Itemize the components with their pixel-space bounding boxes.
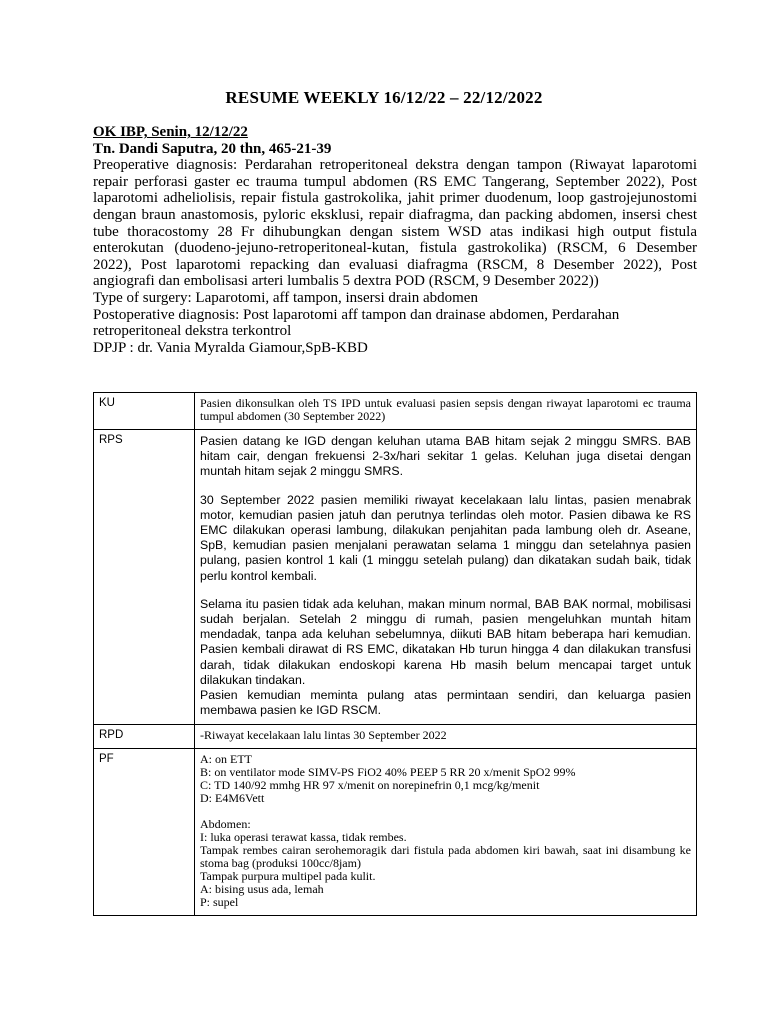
- rpd-content: [195, 725, 697, 749]
- ok-line: OK IBP, Senin, 12/12/22: [93, 124, 248, 140]
- ku-content: [195, 393, 697, 430]
- rps-paragraph: Pasien kemudian meminta pulang atas permintaan sendiri, dan keluarga pasien membawa pasien ke IGD RSCM.: [200, 688, 691, 718]
- table-row: [94, 725, 697, 749]
- patient-line: Tn. Dandi Saputra, 20 thn, 465-21-39: [93, 140, 332, 157]
- pf-breathing: B: on ventilator mode SIMV-PS FiO2 40% PEEP 5 RR 20 x/menit SpO2 99%: [200, 765, 576, 780]
- pf-palpation: P: supel: [200, 895, 239, 910]
- rpd-text: -Riwayat kecelakaan lalu lintas 30 September 2022: [200, 728, 447, 743]
- pf-purpura-note: Tampak purpura multipel pada kulit.: [200, 869, 376, 884]
- row-label-rps: RPS: [94, 430, 195, 725]
- pf-abdomen-heading: Abdomen:: [200, 817, 251, 832]
- case-header: [93, 124, 697, 356]
- row-label-pf: PF: [94, 749, 195, 916]
- pf-inspection: I: luka operasi terawat kassa, tidak rembes.: [200, 830, 407, 845]
- rps-content: [195, 430, 697, 725]
- document-title: RESUME WEEKLY 16/12/22 – 22/12/2022: [225, 88, 543, 107]
- table-row: [94, 430, 697, 725]
- pf-fistula-note: Tampak rembes cairan serohemoragik dari fistula pada abdomen kiri bawah, saat ini disambung ke stoma bag (produksi 100cc/8jam): [200, 843, 691, 871]
- rps-paragraph: Selama itu pasien tidak ada keluhan, makan minum normal, BAB BAK normal, mobilisasi sudah berjalan. Setelah 2 minggu di rumah, pasien mengeluhkan muntah hitam mendadak, tanpa ada keluhan sebelumnya, diikuti BAB hitam beberapa hari kemudian. Pasien kembali dirawat di RS EMC, dikatakan Hb turun hingga 4 dan dilakukan transfusi darah, tidak dilakukan endoskopi karena Hb masih belum mencapai target untuk dilakukan tindakan.: [200, 596, 691, 687]
- pf-auscultation: A: bising usus ada, lemah: [200, 882, 324, 897]
- table-row: [94, 393, 697, 430]
- postop-diagnosis: Postoperative diagnosis: Post laparotomi aff tampon dan drainase abdomen, Perdarahan retroperitoneal dekstra terkontrol: [93, 306, 620, 340]
- resume-table: [93, 392, 697, 916]
- pf-circulation: C: TD 140/92 mmhg HR 97 x/menit on norepinefrin 0,1 mcg/kg/menit: [200, 778, 540, 793]
- table-row: [94, 749, 697, 916]
- rps-paragraph: 30 September 2022 pasien memiliki riwayat kecelakaan lalu lintas, pasien menabrak motor, kemudian pasien jatuh dan perutnya terlindas oleh motor. Pasien dibawa ke RS EMC dilakukan operasi lambung, dilakukan penjahitan pada lambung oleh dr. Aseane, SpB, kemudian pasien menjalani perawatan selama 1 minggu dan setelahnya pasien pulang, pasien kontrol 1 kali (1 minggu setelah pulang) dan dikatakan sudah baik, tidak perlu kontrol kembali.: [200, 492, 691, 583]
- rps-paragraph: Pasien datang ke IGD dengan keluhan utama BAB hitam sejak 2 minggu SMRS. BAB hitam cair, dengan frekuensi 2-3x/hari sekitar 1 gelas. Keluhan juga disetai dengan muntah hitam sejak 2 minggu SMRS.: [200, 434, 691, 479]
- ku-text: Pasien dikonsulkan oleh TS IPD untuk evaluasi pasien sepsis dengan riwayat laparotomi ec trauma tumpul abdomen (30 September 2022): [200, 396, 691, 423]
- pf-disability: D: E4M6Vett: [200, 791, 265, 806]
- pf-airway: A: on ETT: [200, 752, 252, 767]
- pf-content: [195, 749, 697, 916]
- surgery-type: Type of surgery: Laparotomi, aff tampon, insersi drain abdomen: [93, 289, 478, 306]
- row-label-rpd: RPD: [94, 725, 195, 749]
- preop-diagnosis: Preoperative diagnosis: Perdarahan retroperitoneal dekstra dengan tampon (Riwayat laparotomi repair perforasi gaster ec trauma tumpul abdomen (RS EMC Tangerang, September 2022), Post laparotomi adheliolisis, repair fistula gastrokolika, jahit primer duodenum, loop gastrojejunostomi dengan braun anastomosis, pyloric eksklusi, repair diafragma, dan packing abdomen, insersi chest tube thoracostomy 28 Fr dihubungkan dengan sistem WSD atas indikasi high output fistula enterokutan (duodeno-jejuno-retroperitoneal-kutan, fistula gastrokolika) (RSCM, 6 Desember 2022), Post laparotomi repacking dan evaluasi diafragma (RSCM, 8 Desember 2022), Post angiografi dan embolisasi arteri lumbalis 5 dextra POD (RSCM, 9 Desember 2022)): [93, 157, 697, 290]
- dpjp-line: DPJP : dr. Vania Myralda Giamour,SpB-KBD: [93, 339, 368, 356]
- row-label-ku: KU: [94, 393, 195, 430]
